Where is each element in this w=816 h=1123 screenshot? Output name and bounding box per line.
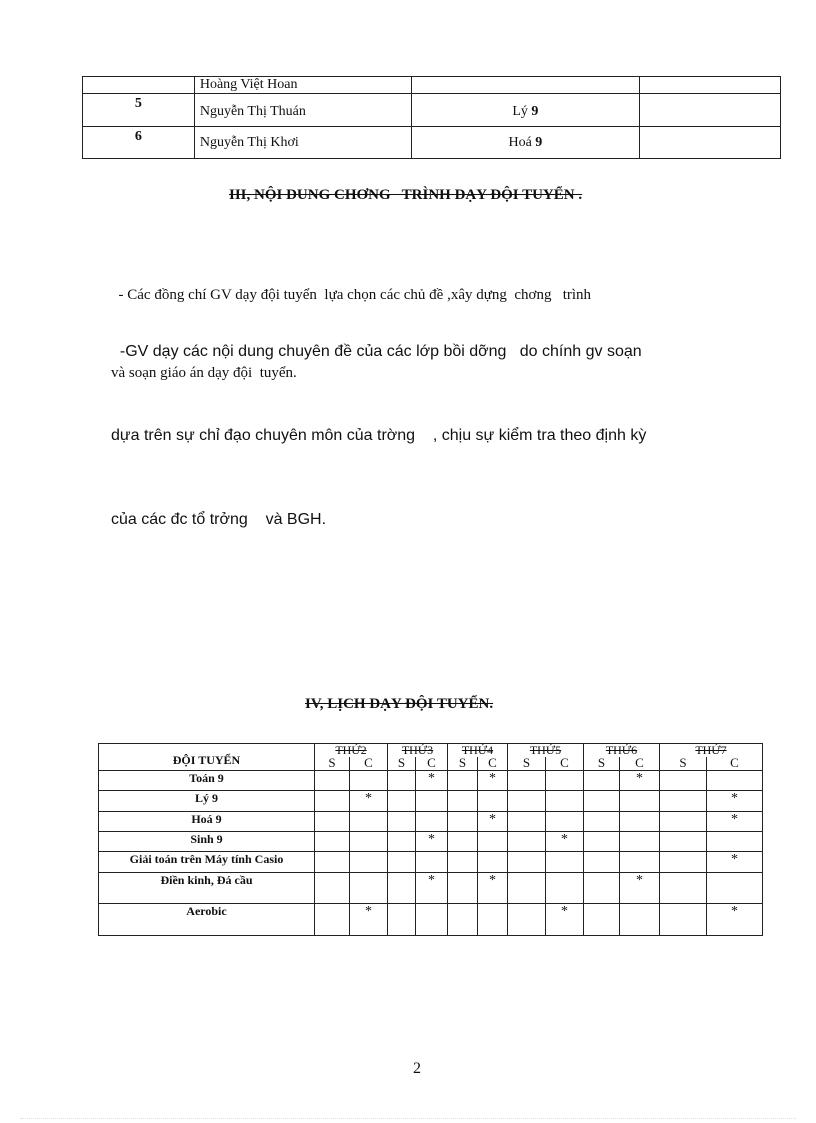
member-subject bbox=[411, 77, 640, 94]
team-name: Lý 9 bbox=[99, 791, 315, 812]
schedule-cell bbox=[508, 791, 546, 812]
section3-heading: III, NỘI DUNG CHƠNG TRÌNH DẠY ĐỘI TUYỂN . bbox=[229, 187, 583, 203]
table-row bbox=[83, 77, 781, 94]
schedule-cell bbox=[448, 852, 478, 873]
schedule-cell bbox=[546, 873, 584, 904]
section4-heading: IV, LỊCH DẠY ĐỘI TUYỂN. bbox=[305, 696, 494, 712]
schedule-cell bbox=[546, 791, 584, 812]
schedule-cell bbox=[315, 832, 350, 852]
schedule-cell bbox=[707, 832, 763, 852]
schedule-cell bbox=[707, 771, 763, 791]
schedule-cell bbox=[508, 832, 546, 852]
day-header: THỨ5 bbox=[508, 744, 584, 758]
schedule-cell bbox=[388, 873, 416, 904]
schedule-cell: * bbox=[478, 812, 508, 832]
schedule-cell bbox=[416, 852, 448, 873]
member-note bbox=[640, 77, 781, 94]
table-row bbox=[99, 873, 763, 904]
page-number: 2 bbox=[413, 1060, 421, 1077]
member-name: Hoàng Việt Hoan bbox=[194, 77, 411, 94]
schedule-cell bbox=[350, 771, 388, 791]
schedule-cell bbox=[620, 832, 660, 852]
schedule-cell bbox=[508, 873, 546, 904]
schedule-cell bbox=[660, 873, 707, 904]
schedule-cell bbox=[660, 812, 707, 832]
schedule-cell: * bbox=[707, 812, 763, 832]
schedule-cell bbox=[388, 791, 416, 812]
member-note bbox=[640, 94, 781, 127]
schedule-cell bbox=[448, 791, 478, 812]
schedule-cell: * bbox=[707, 791, 763, 812]
schedule-cell bbox=[508, 771, 546, 791]
member-num: 5 bbox=[83, 94, 195, 127]
schedule-cell bbox=[508, 812, 546, 832]
team-name: Hoá 9 bbox=[99, 812, 315, 832]
schedule-cell bbox=[508, 852, 546, 873]
member-num bbox=[83, 77, 195, 94]
schedule-cell bbox=[620, 812, 660, 832]
member-note bbox=[640, 127, 781, 159]
table-row bbox=[99, 904, 763, 936]
schedule-cell bbox=[448, 873, 478, 904]
para2-line2: dựa trên sự chỉ đạo chuyên môn của trờng , chịu sự kiểm tra theo định kỳ bbox=[111, 427, 647, 444]
schedule-cell bbox=[584, 791, 620, 812]
schedule-cell: * bbox=[478, 873, 508, 904]
table-row bbox=[83, 127, 781, 159]
schedule-cell: * bbox=[620, 771, 660, 791]
schedule-cell bbox=[584, 873, 620, 904]
schedule-cell bbox=[660, 791, 707, 812]
schedule-cell bbox=[478, 832, 508, 852]
schedule-cell bbox=[350, 812, 388, 832]
schedule-cell bbox=[315, 812, 350, 832]
schedule-cell: * bbox=[707, 904, 763, 936]
schedule-cell bbox=[478, 904, 508, 936]
para1-line2: và soạn giáo án dạy đội tuyển. bbox=[111, 365, 297, 381]
footer-divider bbox=[20, 1118, 796, 1119]
table-row bbox=[99, 812, 763, 832]
schedule-cell: * bbox=[350, 791, 388, 812]
schedule-cell bbox=[350, 873, 388, 904]
session-header: S bbox=[508, 757, 546, 771]
schedule-cell bbox=[448, 904, 478, 936]
schedule-cell bbox=[660, 771, 707, 791]
schedule-cell: * bbox=[546, 904, 584, 936]
session-header: S bbox=[660, 757, 707, 771]
session-header: C bbox=[546, 757, 584, 771]
schedule-cell bbox=[315, 852, 350, 873]
schedule-cell: * bbox=[416, 771, 448, 791]
member-table bbox=[82, 76, 781, 159]
schedule-cell bbox=[660, 904, 707, 936]
schedule-cell bbox=[388, 771, 416, 791]
schedule-cell bbox=[660, 852, 707, 873]
table-row bbox=[99, 771, 763, 791]
schedule-cell bbox=[508, 904, 546, 936]
schedule-cell bbox=[620, 791, 660, 812]
schedule-cell: * bbox=[478, 771, 508, 791]
schedule-cell bbox=[416, 904, 448, 936]
schedule-cell bbox=[620, 904, 660, 936]
schedule-cell bbox=[584, 852, 620, 873]
schedule-cell: * bbox=[620, 873, 660, 904]
table-row bbox=[99, 852, 763, 873]
schedule-table bbox=[98, 743, 763, 936]
schedule-cell bbox=[315, 791, 350, 812]
team-name: Aerobic bbox=[99, 904, 315, 936]
schedule-cell bbox=[350, 832, 388, 852]
para1-line1: - Các đồng chí GV dạy đội tuyển lựa chọn các chủ đề ,xây dựng chơng trình bbox=[111, 287, 592, 303]
schedule-cell bbox=[707, 873, 763, 904]
schedule-cell bbox=[416, 812, 448, 832]
para2-line3: của các đc tổ trởng và BGH. bbox=[111, 511, 327, 528]
schedule-cell bbox=[388, 904, 416, 936]
team-name: Toán 9 bbox=[99, 771, 315, 791]
schedule-cell bbox=[546, 771, 584, 791]
day-header: THỨ7 bbox=[660, 744, 763, 758]
schedule-cell bbox=[388, 812, 416, 832]
table-row bbox=[99, 791, 763, 812]
member-name: Nguyễn Thị Khơi bbox=[194, 127, 411, 159]
session-header: C bbox=[707, 757, 763, 771]
schedule-cell bbox=[620, 852, 660, 873]
schedule-cell bbox=[315, 873, 350, 904]
schedule-cell bbox=[546, 852, 584, 873]
table-row bbox=[83, 94, 781, 127]
team-name: Điền kinh, Đá cầu bbox=[99, 873, 315, 904]
schedule-cell bbox=[350, 852, 388, 873]
team-name: Sinh 9 bbox=[99, 832, 315, 852]
session-header: C bbox=[478, 757, 508, 771]
schedule-cell: * bbox=[416, 832, 448, 852]
schedule-cell bbox=[448, 832, 478, 852]
day-header: THỨ6 bbox=[584, 744, 660, 758]
table-row bbox=[99, 832, 763, 852]
day-header: THỨ2 bbox=[315, 744, 388, 758]
schedule-cell bbox=[478, 852, 508, 873]
session-header: S bbox=[315, 757, 350, 771]
schedule-cell bbox=[388, 852, 416, 873]
session-header: S bbox=[448, 757, 478, 771]
header-team: ĐỘI TUYỂN bbox=[99, 744, 315, 771]
schedule-cell bbox=[660, 832, 707, 852]
schedule-cell: * bbox=[546, 832, 584, 852]
member-name: Nguyễn Thị Thuán bbox=[194, 94, 411, 127]
schedule-cell: * bbox=[416, 873, 448, 904]
session-header: C bbox=[350, 757, 388, 771]
team-name: Giải toán trên Máy tính Casio bbox=[99, 852, 315, 873]
schedule-cell bbox=[448, 771, 478, 791]
session-header: S bbox=[584, 757, 620, 771]
section3-para2 bbox=[111, 282, 646, 562]
schedule-cell bbox=[584, 904, 620, 936]
schedule-cell bbox=[584, 832, 620, 852]
schedule-cell bbox=[478, 791, 508, 812]
day-header: THỨ3 bbox=[388, 744, 448, 758]
member-subject: Lý 9 bbox=[411, 94, 640, 127]
schedule-cell bbox=[315, 771, 350, 791]
schedule-cell bbox=[584, 771, 620, 791]
session-header: C bbox=[416, 757, 448, 771]
schedule-cell: * bbox=[350, 904, 388, 936]
schedule-cell: * bbox=[707, 852, 763, 873]
schedule-cell bbox=[546, 812, 584, 832]
schedule-cell bbox=[448, 812, 478, 832]
session-header: S bbox=[388, 757, 416, 771]
session-header: C bbox=[620, 757, 660, 771]
day-header: THỨ4 bbox=[448, 744, 508, 758]
schedule-cell bbox=[315, 904, 350, 936]
schedule-cell bbox=[388, 832, 416, 852]
para2-line1: -GV dạy các nội dung chuyên đề của các lớp bồi dỡng do chính gv soạn bbox=[111, 343, 642, 360]
member-num: 6 bbox=[83, 127, 195, 159]
schedule-cell bbox=[584, 812, 620, 832]
schedule-cell bbox=[416, 791, 448, 812]
member-subject: Hoá 9 bbox=[411, 127, 640, 159]
